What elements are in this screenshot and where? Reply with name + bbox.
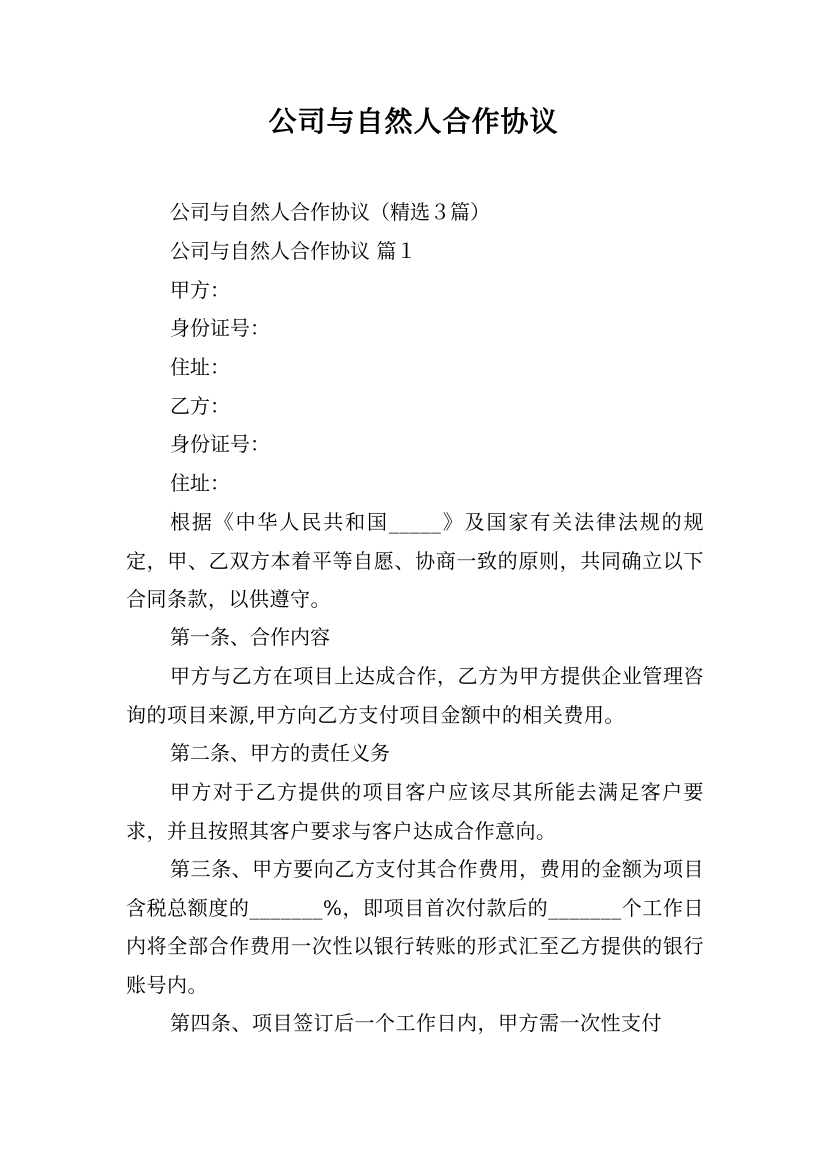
article1-paragraph: 甲方与乙方在项目上达成合作，乙方为甲方提供企业管理咨询的项目来源,甲方向乙方支付项目金额中的相关费用。 <box>126 664 704 727</box>
party-a-label: 甲方： <box>170 278 230 302</box>
party-a-address-label: 住址： <box>170 355 230 379</box>
party-b-id-label: 身份证号： <box>170 432 270 456</box>
article3-paragraph: 第三条、甲方要向乙方支付其合作费用，费用的金额为项目含税总额度的_______%，即项目首次付款后的_______个工作日内将全部合作费用一次性以银行转账的形式汇至乙方提供的银行账号内。 <box>126 857 704 997</box>
preamble-paragraph: 根据《中华人民共和国_____》及国家有关法律法规的规定，甲、乙双方本着平等自愿、协商一致的原则，共同确立以下合同条款，以供遵守。 <box>126 510 704 611</box>
party-a-id-label: 身份证号： <box>170 316 270 340</box>
section-heading: 公司与自然人合作协议 篇１ <box>170 239 417 263</box>
document-title: 公司与自然人合作协议 <box>268 105 559 138</box>
article1-title: 第一条、合作内容 <box>170 625 330 649</box>
party-b-address-label: 住址： <box>170 471 230 495</box>
article4-paragraph: 第四条、项目签订后一个工作日内，甲方需一次性支付 <box>170 1011 662 1035</box>
party-b-label: 乙方： <box>170 394 230 418</box>
article2-paragraph: 甲方对于乙方提供的项目客户应该尽其所能去满足客户要求，并且按照其客户要求与客户达成合作意向。 <box>126 780 704 843</box>
article2-title: 第二条、甲方的责任义务 <box>170 741 390 765</box>
document-subtitle: 公司与自然人合作协议（精选３篇） <box>170 200 490 224</box>
